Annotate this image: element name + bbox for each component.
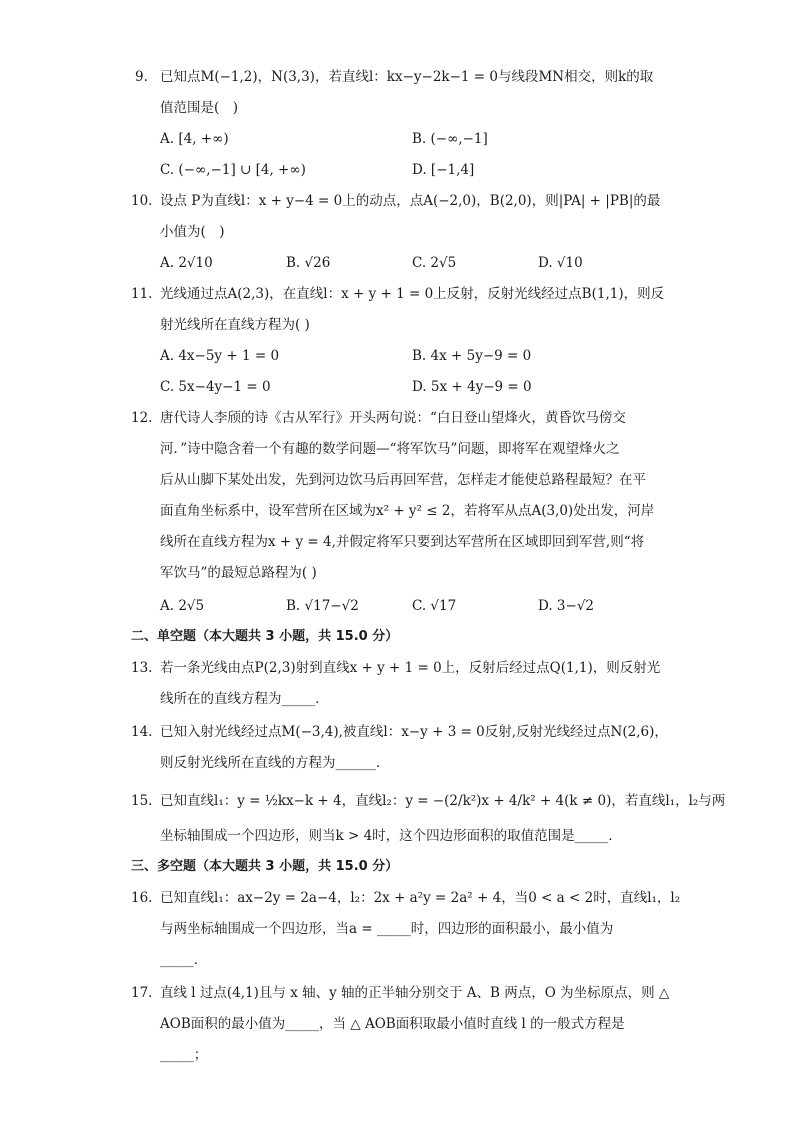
option-d: D. 5x + 4y−9 = 0	[412, 379, 532, 395]
option-b: B. √26	[286, 255, 331, 271]
question-number: 10.	[131, 193, 153, 209]
question-text: 与两坐标轴围成一个四边形，当a = _____时，四边形的面积最小，最小值为	[160, 921, 614, 937]
option-d: D. 3−√2	[538, 598, 595, 614]
question-text: 若一条光线由点P(2,3)射到直线x + y + 1 = 0上，反射后经过点Q(1,1)，则反射光	[160, 660, 661, 676]
option-c: C. 2√5	[412, 255, 457, 271]
question-text: 直线 l 过点(4,1)且与 x 轴、y 轴的正半轴分别交于 A、B 两点，O 为坐标原点，则 △	[160, 985, 670, 1001]
question-text: 唐代诗人李颀的诗《古从军行》开头两句说：“白日登山望烽火，黄昏饮马傍交	[160, 410, 626, 426]
question-text: 射光线所在直线方程为( )	[160, 317, 310, 333]
question-text: 已知直线l₁：ax−2y = 2a−4，l₂：2x + a²y = 2a² + 4，当0 < a < 2时，直线l₁，l₂	[160, 890, 681, 906]
question-number: 12.	[131, 410, 153, 426]
section-title: 三、多空题（本大题共 3 小题，共 15.0 分）	[131, 859, 399, 874]
question-text: AOB面积的最小值为_____，当 △ AOB面积取最小值时直线 l 的一般式方程是	[160, 1016, 625, 1032]
question-text: 军饮马”的最短总路程为( )	[160, 565, 317, 581]
question-text: 面直角坐标系中，设军营所在区域为x² + y² ≤ 2，若将军从点A(3,0)处出发，河岸	[160, 503, 655, 519]
question-number: 11.	[131, 286, 153, 302]
option-a: A. 4x−5y + 1 = 0	[160, 348, 280, 364]
question-text: 小值为( )	[160, 224, 225, 240]
option-b: B. 4x + 5y−9 = 0	[412, 348, 532, 364]
option-d: D. [−1,4]	[412, 162, 475, 178]
question-text: 设点 P为直线l：x + y−4 = 0上的动点，点A(−2,0)，B(2,0)，则|PA| + |PB|的最	[160, 193, 661, 209]
question-text: _____．	[160, 952, 208, 968]
question-text: 值范围是( )	[160, 100, 239, 116]
option-c: C. (−∞,−1] ∪ [4, +∞)	[160, 162, 306, 178]
option-a: A. 2√5	[160, 598, 205, 614]
option-b: B. (−∞,−1]	[412, 131, 488, 147]
option-c: C. √17	[412, 598, 457, 614]
question-number: 17.	[131, 985, 153, 1001]
section-title: 二、单空题（本大题共 3 小题，共 15.0 分）	[131, 629, 399, 644]
option-d: D. √10	[538, 255, 583, 271]
question-text: 光线通过点A(2,3)，在直线l：x + y + 1 = 0上反射，反射光线经过点B(1,1)，则反	[160, 286, 665, 302]
question-text: 已知直线l₁：y = ½kx−k + 4，直线l₂：y = −(2/k²)x + 4/k² + 4(k ≠ 0)，若直线l₁，l₂与两	[160, 793, 726, 809]
question-text: 线所在直线方程为x + y = 4,并假定将军只要到达军营所在区域即回到军营,则“将	[160, 534, 645, 550]
question-number: 9.	[135, 69, 148, 85]
question-text: 后从山脚下某处出发，先到河边饮马后再回军营，怎样走才能使总路程最短？在平	[160, 472, 646, 488]
question-text: 已知入射光线经过点M(−3,4),被直线l：x−y + 3 = 0反射,反射光线经过点N(2,6)，	[160, 724, 668, 740]
question-text: 已知点M(−1,2)，N(3,3)，若直线l：kx−y−2k−1 = 0与线段MN相交，则k的取	[160, 69, 654, 85]
question-text: 河．”诗中隐含着一个有趣的数学问题—“将军饮马”问题，即将军在观望烽火之	[160, 441, 620, 457]
question-number: 15.	[131, 793, 153, 809]
option-c: C. 5x−4y−1 = 0	[160, 379, 271, 395]
question-number: 14.	[131, 724, 153, 740]
option-a: A. 2√10	[160, 255, 213, 271]
option-a: A. [4, +∞)	[160, 131, 229, 147]
question-text: 则反射光线所在直线的方程为______．	[160, 755, 390, 771]
option-b: B. √17−√2	[286, 598, 359, 614]
question-number: 13.	[131, 660, 153, 676]
question-text: 坐标轴围成一个四边形，则当k > 4时，这个四边形面积的取值范围是_____．	[160, 828, 622, 844]
question-number: 16.	[131, 890, 153, 906]
question-text: _____；	[160, 1047, 208, 1063]
question-text: 线所在的直线方程为_____．	[160, 691, 329, 707]
